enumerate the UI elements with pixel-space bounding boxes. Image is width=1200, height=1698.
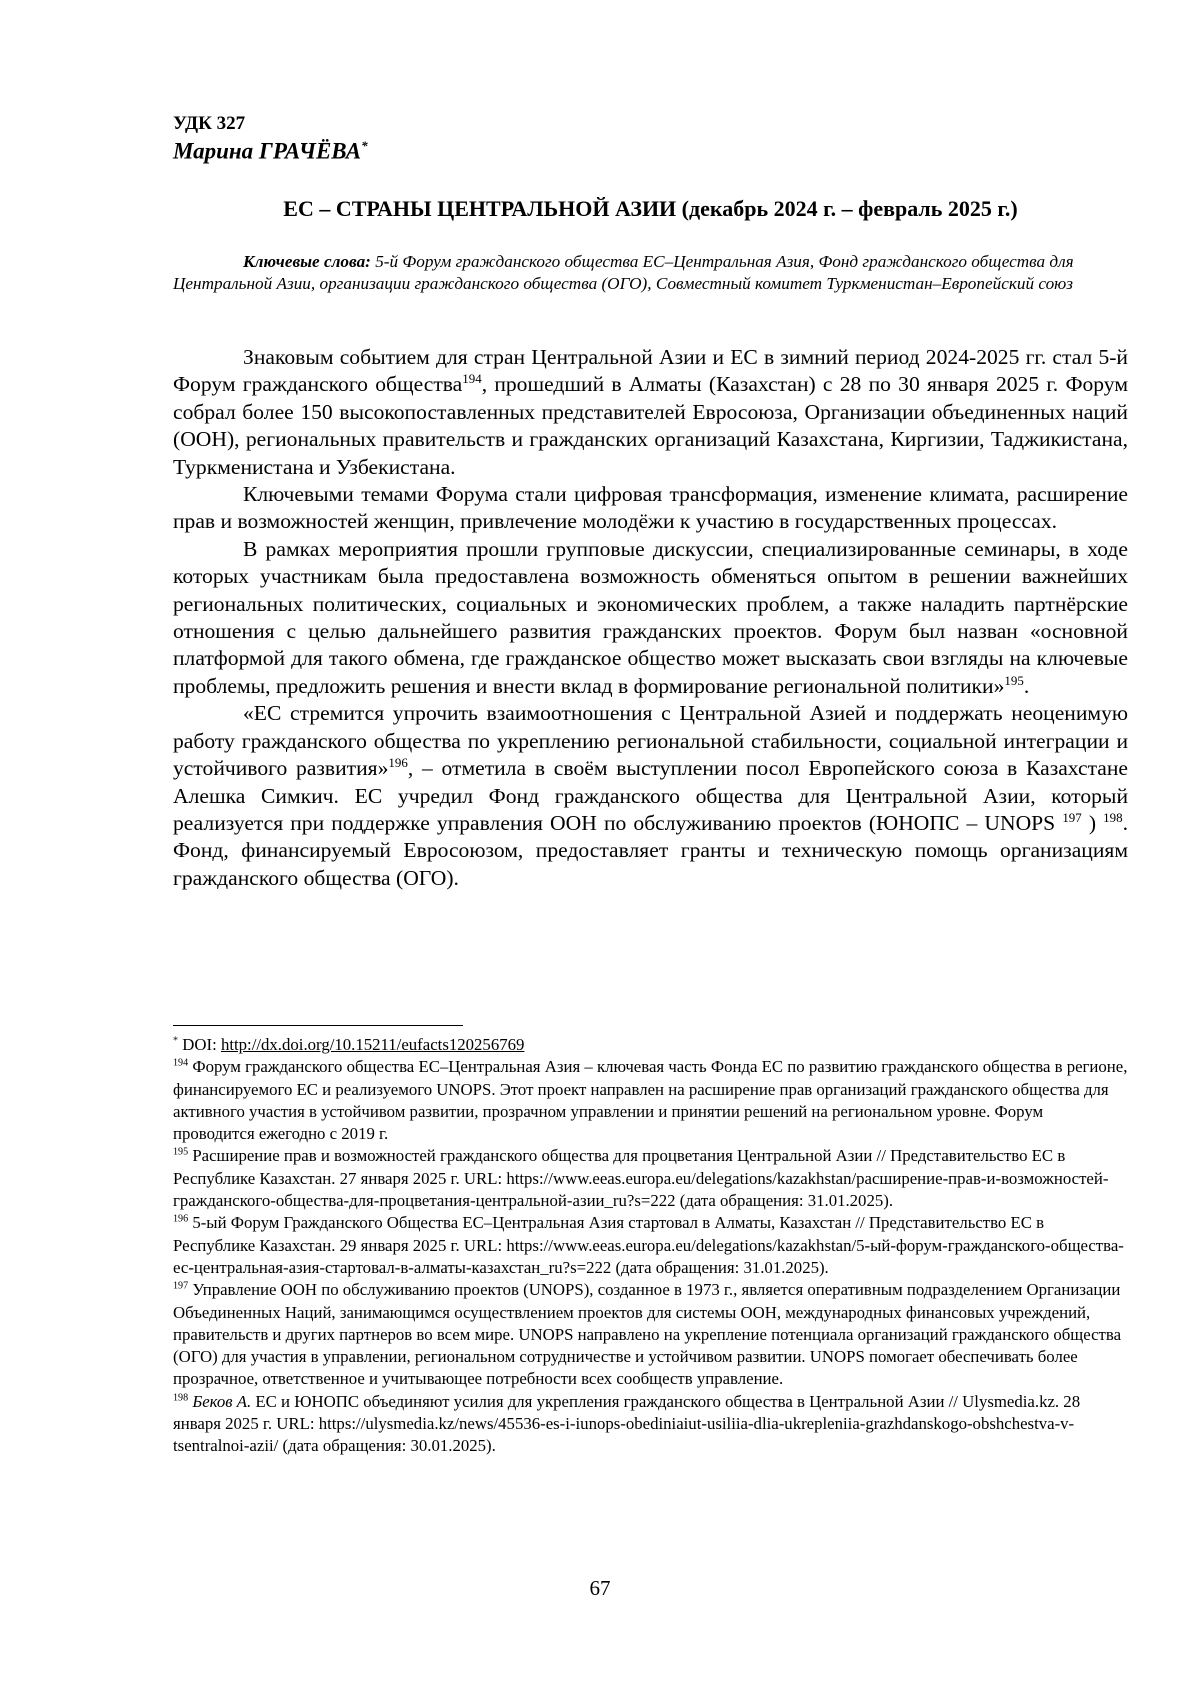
footnote-star-prefix: DOI: (178, 1035, 221, 1054)
udc-code: УДК 327 (173, 113, 246, 134)
footnote-197-text: Управление ООН по обслуживанию проектов (UNOPS), созданное в 1973 г., является оперативным подразделением Организации Объединенных Наций, занимающимся осуществлением проектов для системы ООН, международных финансовых учреждений, правительств и других партнеров во всем мире. UNOPS направлено на укрепление потенциала организаций гражданского общества (ОГО) для участия в управлении, региональном сотрудничестве и устойчивом развитии. UNOPS помогает обеспечивать более прозрачное, ответственное и учитывающее потребности всех сообществ управление. (173, 1280, 1122, 1389)
article-body (173, 344, 1128, 892)
footnote-194-number: 194 (173, 1057, 189, 1069)
footnote-195 (173, 1145, 1128, 1212)
paragraph-3-text-a: В рамках мероприятия прошли групповые дискуссии, специализированные семинары, в ходе которых участникам была предоставлена возможность обменяться опытом в решении важнейших региональных политических, социальных и экономических проблем, а также наладить партнёрские отношения с целью дальнейшего развития гражданских проектов. Форум был назван «основной платформой для такого обмена, где гражданское общество может высказать свои взгляды на ключевые проблемы, предложить решения и внести вклад в формирование региональной политики» (173, 536, 1128, 698)
footnote-194-text: Форум гражданского общества ЕС–Центральная Азия – ключевая часть Фонда ЕС по развитию гражданского общества в регионе, финансируемого ЕС и реализуемого UNOPS. Этот проект направлен на расширение прав организаций гражданского общества для активного участия в устойчивом развитии, прозрачном управлении и принятии решений на региональном уровне. Форум проводится ежегодно с 2019 г. (173, 1057, 1128, 1144)
footnote-198-text: ЕС и ЮНОПС объединяют усилия для укрепления гражданского общества в Центральной Азии // Ulysmedia.kz. 28 января 2025 г. URL: https://ulysmedia.kz/news/45536-es-i-iunops-obediniaiut-usiliia-dlia-ukrepleniia-grazhdanskogo-obshchestva-v-tsentralnoi-azii/ (дата обращения: 30.01.2025). (173, 1391, 1081, 1456)
footnote-198-number: 198 (173, 1392, 189, 1404)
paragraph-1 (173, 344, 1128, 481)
keywords-text: 5-й Форум гражданского общества ЕС–Центральная Азия, Фонд гражданского общества для Центральной Азии, организации гражданского общества (ОГО), Совместный комитет Туркменистан–Европейский союз (173, 252, 1074, 293)
footnote-star (173, 1034, 1128, 1056)
footnote-ref-196: 196 (388, 754, 408, 770)
paragraph-4-text-c: ) (1081, 810, 1104, 835)
author-line (173, 138, 368, 165)
footnote-197-number: 197 (173, 1280, 189, 1292)
footnote-star-mark: * (173, 1035, 179, 1047)
page-number: 67 (589, 1576, 611, 1600)
footnote-separator (173, 1025, 463, 1026)
footnote-ref-198: 198 (1103, 809, 1123, 825)
footnote-ref-194: 194 (462, 371, 482, 387)
footnote-195-number: 195 (173, 1146, 189, 1158)
footnote-194 (173, 1056, 1128, 1145)
keywords-label: Ключевые слова: (243, 252, 371, 271)
footnote-197 (173, 1279, 1128, 1390)
footnote-196 (173, 1212, 1128, 1279)
footnote-ref-197: 197 (1062, 809, 1082, 825)
footnote-198-author: Беков А. (192, 1391, 252, 1411)
paragraph-1-text-b: , прошедший в Алматы (Казахстан) с 28 по 30 января 2025 г. Форум собрал более 150 высокопоставленных представителей Евросоюза, Организации объединенных наций (ООН), региональных правительств и гражданских организаций Казахстана, Киргизии, Таджикистана, Туркменистана и Узбекистана. (173, 372, 1128, 479)
footnote-198 (173, 1391, 1128, 1458)
paragraph-3-text-b: . (1023, 673, 1030, 698)
author-name: Марина ГРАЧЁВА (173, 138, 362, 164)
paragraph-4-text-d: . Фонд, финансируемый Евросоюзом, предоставляет гранты и техническую помощь организациям гражданского общества (ОГО). (173, 810, 1128, 890)
doi-link[interactable]: http://dx.doi.org/10.15211/eufacts120256769 (220, 1035, 525, 1054)
paragraph-2: Ключевыми темами Форума стали цифровая трансформация, изменение климата, расширение прав и возможностей женщин, привлечение молодёжи к участию в государственных процессах. (173, 482, 1128, 534)
paragraph-1-text-a: Знаковым событием для стран Центральной Азии и ЕС в зимний период 2024-2025 гг. стал 5-й Форум гражданского общества (173, 345, 1128, 397)
keywords (173, 251, 1113, 295)
paragraph-3 (173, 536, 1128, 700)
article-title: ЕС – СТРАНЫ ЦЕНТРАЛЬНОЙ АЗИИ (декабрь 2024 г. – февраль 2025 г.) (283, 196, 1018, 221)
footnotes (173, 1034, 1128, 1458)
footnote-195-text: Расширение прав и возможностей гражданского общества для процветания Центральной Азии // Представительство ЕС в Республике Казахстан. 27 января 2025 г. URL: https://www.eeas.europa.eu/delegations/kazakhstan/расширение-прав-и-возможностей-гражданского-общества-для-процветания-центральной-азии_ru?s=222 (дата обращения: 31.01.2025). (173, 1146, 1109, 1211)
footnote-196-text: 5-ый Форум Гражданского Общества ЕС–Центральная Азия стартовал в Алматы, Казахстан // Представительство ЕС в Республике Казахстан. 29 января 2025 г. URL: https://www.eeas.europa.eu/delegations/kazakhstan/5-ый-форум-гражданского-общества-ес-центральная-азия-стартовал-в-алматы-казахстан_ru?s=222 (дата обращения: 31.01.2025). (173, 1213, 1124, 1277)
paragraph-4 (173, 700, 1128, 892)
paragraph-4-text-a: «ЕС стремится упрочить взаимоотношения с Центральной Азией и поддержать неоценимую работу гражданского общества по укреплению региональной стабильности, социальной интеграции и устойчивого развития» (173, 701, 1128, 781)
footnote-196-number: 196 (173, 1213, 189, 1225)
paragraph-4-text-b: , – отметила в своём выступлении посол Европейского союза в Казахстане Алешка Симкич. ЕС учредил Фонд гражданского общества для Центральной Азии, который реализуется при поддержке управления ООН по обслуживанию проектов (ЮНОПС – UNOPS (173, 756, 1128, 835)
author-footnote-mark: * (361, 138, 368, 153)
footnote-ref-195: 195 (1004, 672, 1024, 688)
